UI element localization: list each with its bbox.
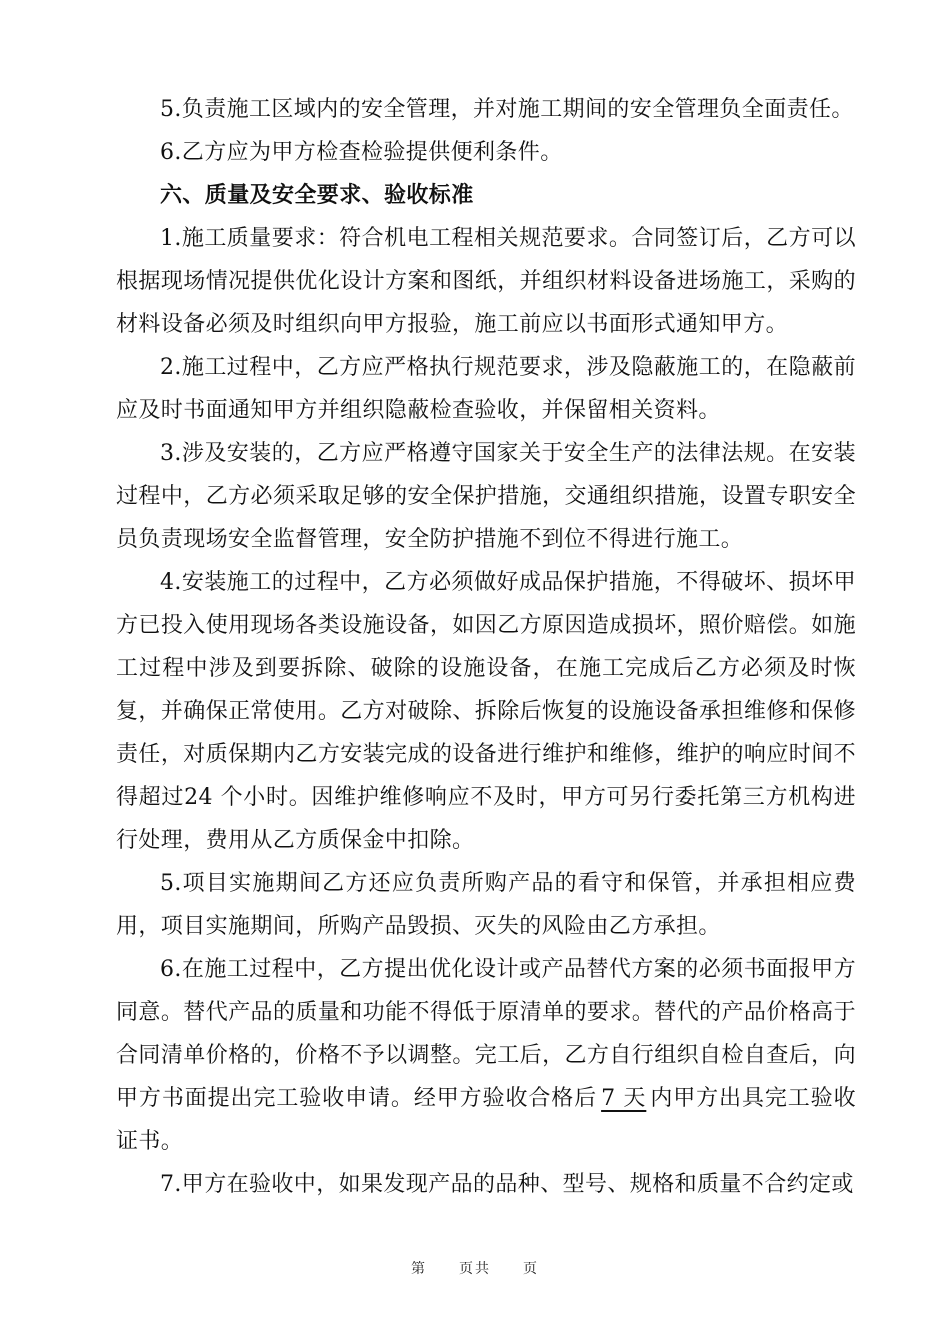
- quality-clause-3: 3.涉及安装的，乙方应严格遵守国家关于安全生产的法律法规。在安装过程中，乙方必须采取足够的安全保护措施，交通组织措施，设置专职安全员负责现场安全监督管理，安全防护措施不到位不得进行施工。: [116, 441, 856, 552]
- quality-clause-5: 5.项目实施期间乙方还应负责所购产品的看守和保管，并承担相应费用，项目实施期间，所购产品毁损、灭失的风险由乙方承担。: [116, 871, 856, 939]
- quality-clause-4: 4.安装施工的过程中，乙方必须做好成品保护措施，不得破坏、损坏甲方已投入使用现场各类设施设备，如因乙方原因造成损坏，照价赔偿。如施工过程中涉及到要拆除、破除的设施设备，在施工完成后乙方必须及时恢复，并确保正常使用。乙方对破除、拆除后恢复的设施设备承担维修和保修责任，对质保期内乙方安装完成的设备进行维护和维修，维护的响应时间不得超过24 个小时。因维护维修响应不及时，甲方可另行委托第三方机构进行处理，费用从乙方质保金中扣除。: [116, 570, 856, 853]
- acceptance-days-field: 7 天: [601, 1086, 647, 1111]
- clause-6-text-before: 6.在施工过程中，乙方提出优化设计或产品替代方案的必须书面报甲方同意。替代产品的质量和功能不得低于原清单的要求。替代的产品价格高于合同清单价格的，价格不予以调整。完工后，乙方自行组织自检自查后，向甲方书面提出完工验收申请。经甲方验收合格后: [116, 957, 856, 1111]
- section-heading: 六、质量及安全要求、验收标准: [160, 183, 474, 208]
- clause-6-inspection: 6.乙方应为甲方检查检验提供便利条件。: [160, 140, 563, 165]
- clause-5-safety: 5.负责施工区域内的安全管理，并对施工期间的安全管理负全面责任。: [160, 97, 854, 122]
- document-page: [116, 88, 856, 1206]
- quality-clause-7: 7.甲方在验收中，如果发现产品的品种、型号、规格和质量不合约定或: [160, 1172, 854, 1197]
- quality-clause-6: [116, 948, 856, 1163]
- page-footer: 第 页共 页: [411, 1261, 539, 1277]
- clause-6-text-after: 内甲方出具完工验收证书。: [116, 1086, 856, 1154]
- quality-clause-2: 2.施工过程中，乙方应严格执行规范要求，涉及隐蔽施工的，在隐蔽前应及时书面通知甲方并组织隐蔽检查验收，并保留相关资料。: [116, 355, 856, 423]
- quality-clause-1: 1.施工质量要求：符合机电工程相关规范要求。合同签订后，乙方可以根据现场情况提供优化设计方案和图纸，并组织材料设备进场施工，采购的材料设备必须及时组织向甲方报验，施工前应以书面形式通知甲方。: [116, 226, 856, 337]
